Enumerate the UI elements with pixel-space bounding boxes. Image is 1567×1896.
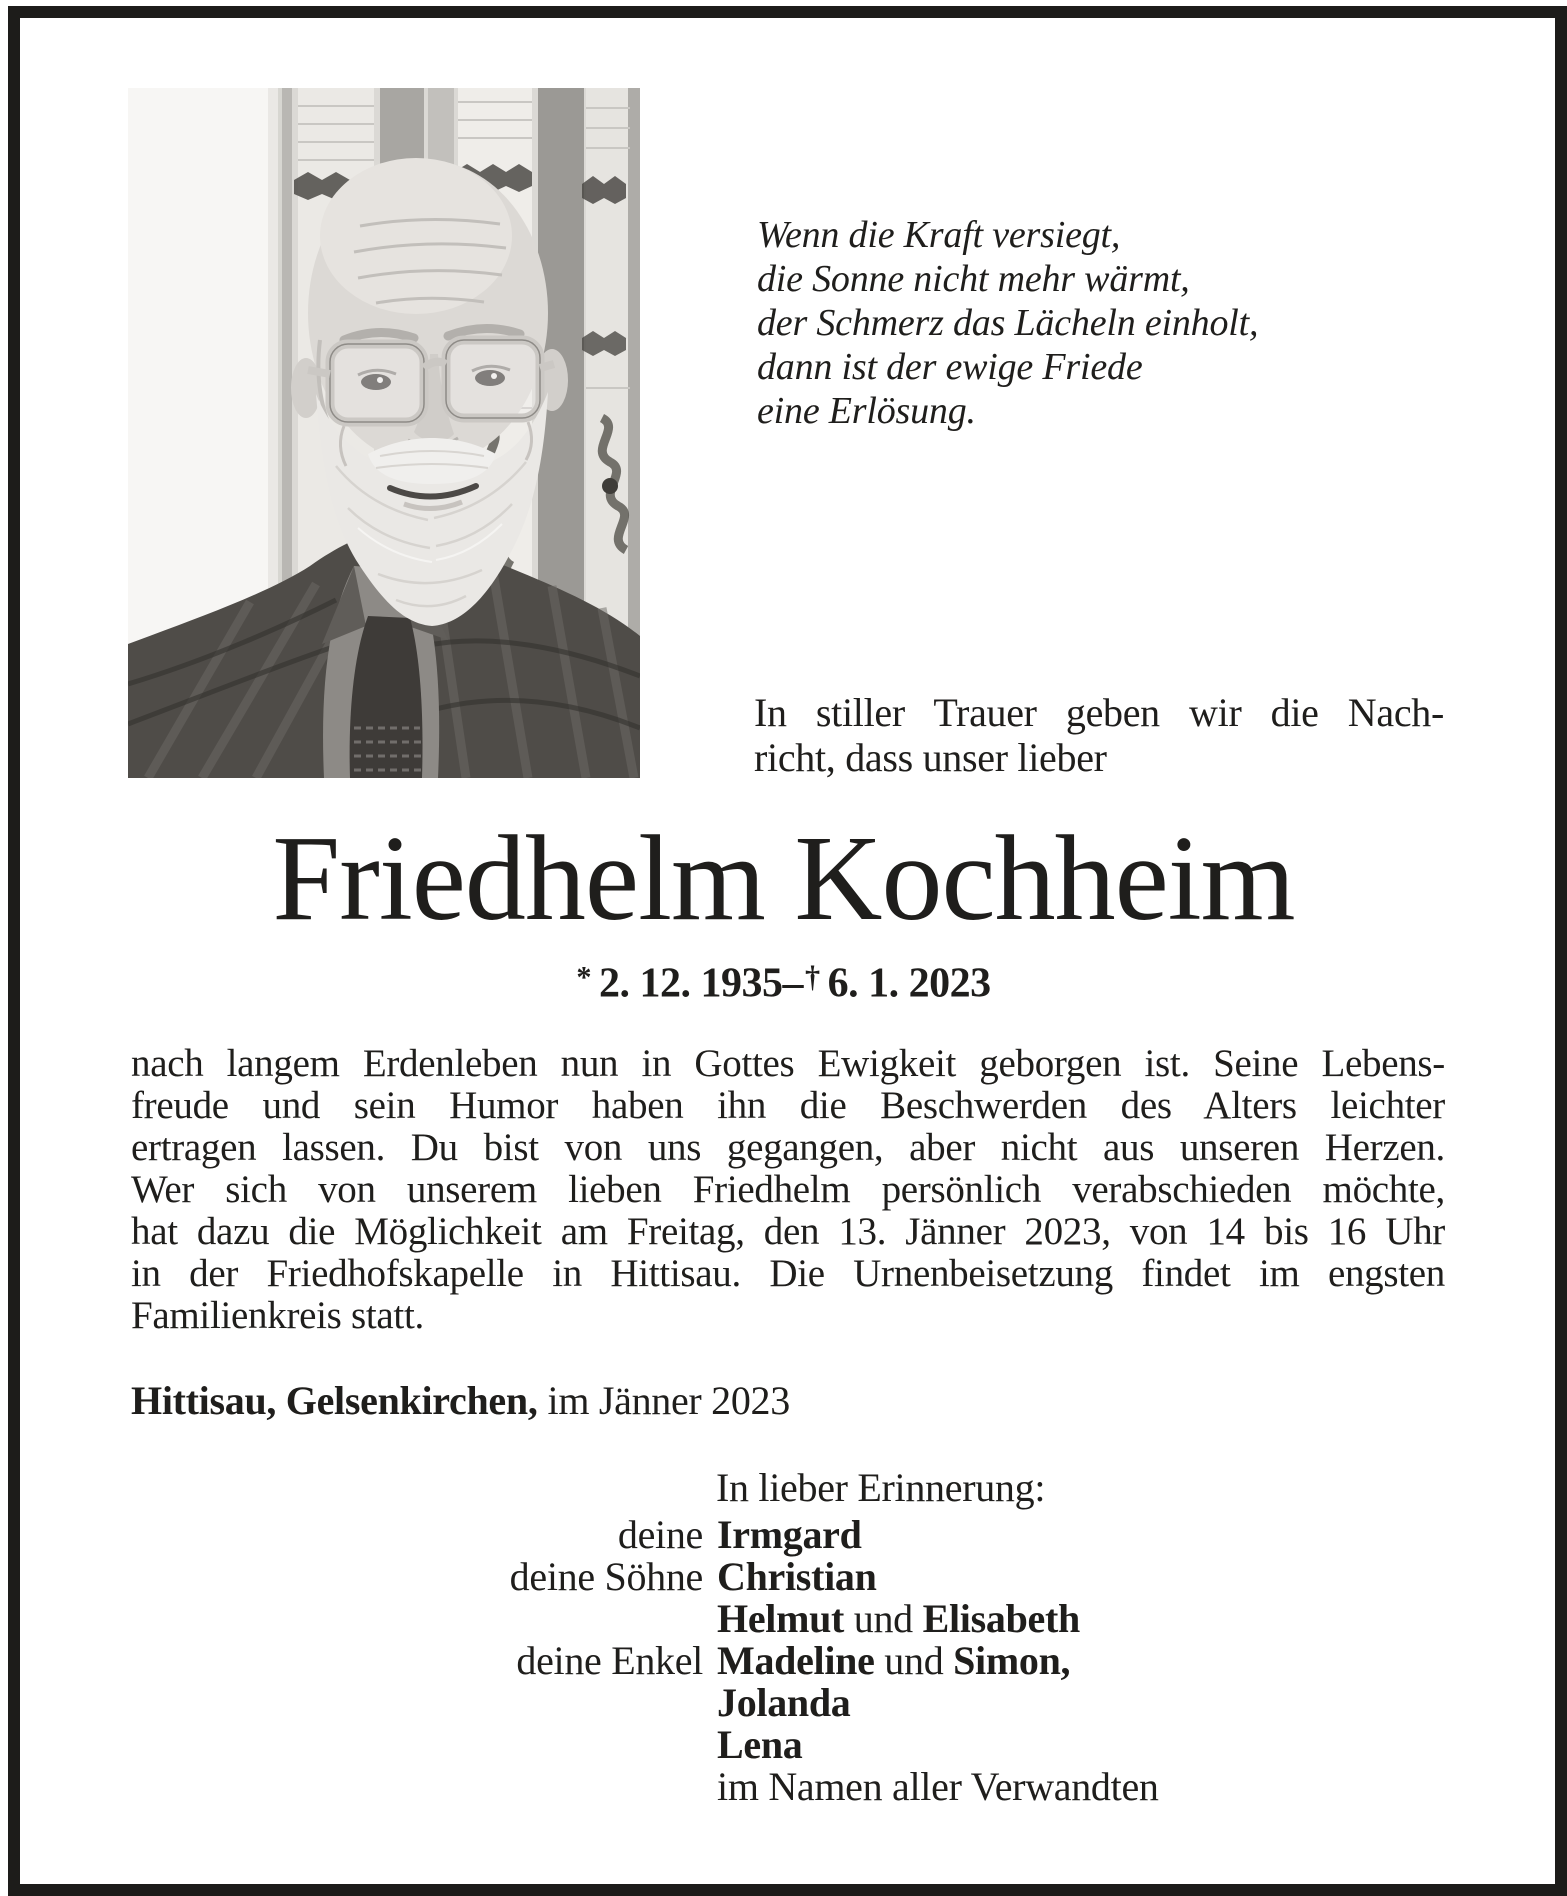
signature-row (280, 1682, 1159, 1724)
month-year: im Jänner 2023 (547, 1378, 790, 1423)
date-dash: – (782, 960, 803, 1007)
relative-names: Madeline und Simon, (717, 1638, 1071, 1683)
obituary-line: in der Friedhofskapelle in Hittisau. Die Urnenbeisetzung findet im engsten (131, 1252, 1445, 1295)
died-dagger-icon: † (805, 960, 820, 994)
place-names: Hittisau, Gelsenkirchen, (131, 1378, 538, 1423)
birth-date: 2. 12. 1935 (599, 960, 783, 1007)
poem-line: der Schmerz das Lächeln einholt, (757, 302, 1259, 344)
portrait-photo-image (128, 88, 640, 778)
obituary-line: hat dazu die Möglichkeit am Freitag, den 13. Jänner 2023, von 14 bis 16 Uhr (131, 1210, 1445, 1253)
signature-row (280, 1556, 1159, 1598)
poem-line: die Sonne nicht mehr wärmt, (757, 258, 1190, 300)
born-star-icon: * (576, 960, 591, 994)
signature-row (280, 1598, 1159, 1640)
signature-row (280, 1766, 1159, 1808)
remembrance-heading: In lieber Erinnerung: (716, 1465, 1046, 1510)
relation-label (280, 1598, 717, 1640)
relative-names: Helmut und Elisabeth (717, 1596, 1080, 1641)
place-date-line (131, 1379, 790, 1423)
memorial-poem (757, 213, 1258, 433)
relative-names: Irmgard (717, 1512, 862, 1557)
obituary-line: Familienkreis statt. (131, 1294, 424, 1337)
obituary-text (131, 1043, 1445, 1337)
poem-line: dann ist der ewige Friede (757, 346, 1143, 388)
announcement-line: richt, dass unser lieber (754, 735, 1107, 780)
signature-row (280, 1724, 1159, 1766)
family-signature-list (280, 1514, 1159, 1808)
signature-row (280, 1640, 1159, 1682)
relative-names: Lena (717, 1722, 803, 1767)
relation-label: deine Söhne (509, 1554, 703, 1599)
announcement-intro (754, 690, 1444, 780)
relative-names: Jolanda (717, 1680, 851, 1725)
relation-label: deine (617, 1512, 703, 1557)
relation-label (280, 1682, 717, 1724)
obituary-line: freude und sein Humor haben ihn die Beschwerden des Alters leichter (131, 1084, 1445, 1127)
obituary-line: nach langem Erdenleben nun in Gottes Ewigkeit geborgen ist. Seine Lebens- (131, 1042, 1445, 1085)
deceased-name: Friedhelm Kochheim (272, 811, 1295, 946)
birth-death-dates (0, 955, 1567, 1006)
relation-label: deine Enkel (516, 1638, 703, 1683)
poem-line: eine Erlösung. (757, 390, 976, 432)
obituary-line: Wer sich von unserem lieben Friedhelm persönlich verabschieden möchte, (131, 1168, 1445, 1211)
portrait-photo (128, 88, 640, 778)
poem-line: Wenn die Kraft versiegt, (757, 214, 1121, 256)
relation-label (280, 1766, 717, 1808)
relative-names: Christian (717, 1554, 877, 1599)
announcement-line: In stiller Trauer geben wir die Nach- (754, 690, 1444, 735)
signature-row (280, 1514, 1159, 1556)
relative-names: im Namen aller Verwandten (717, 1764, 1159, 1809)
obituary-line: ertragen lassen. Du bist von uns gegangen, aber nicht aus unseren Herzen. (131, 1126, 1445, 1169)
death-date: 6. 1. 2023 (827, 960, 991, 1007)
relation-label (280, 1724, 717, 1766)
